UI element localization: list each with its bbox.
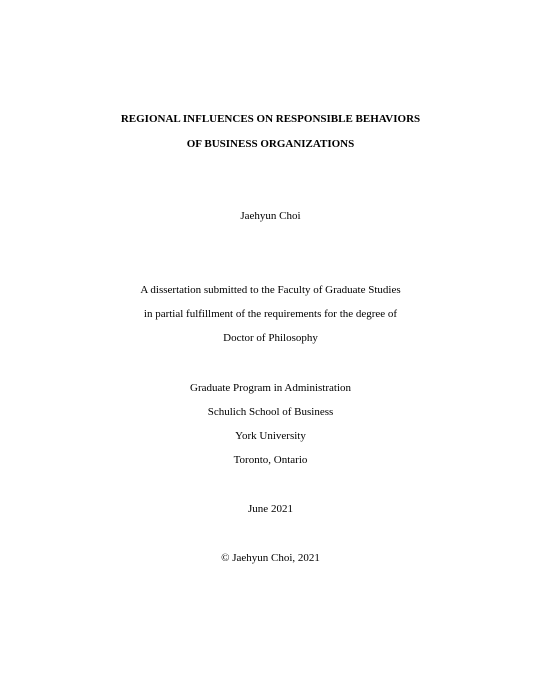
statement-line-2: in partial fulfillment of the requirements for the degree of (143, 308, 398, 320)
copyright-notice: © Jaehyun Choi, 2021 (221, 552, 320, 564)
degree-name: Doctor of Philosophy (223, 332, 318, 344)
statement-line-1: A dissertation submitted to the Faculty of Graduate Studies (140, 284, 401, 296)
location: Toronto, Ontario (233, 454, 308, 466)
program-name: Graduate Program in Administration (190, 382, 351, 394)
university-name: York University (235, 430, 306, 442)
title-line-2: OF BUSINESS ORGANIZATIONS (186, 138, 355, 150)
submission-date: June 2021 (248, 503, 293, 515)
school-name: Schulich School of Business (207, 406, 334, 418)
author-name: Jaehyun Choi (240, 210, 301, 222)
title-line-1: REGIONAL INFLUENCES ON RESPONSIBLE BEHAVIORS (120, 113, 421, 125)
